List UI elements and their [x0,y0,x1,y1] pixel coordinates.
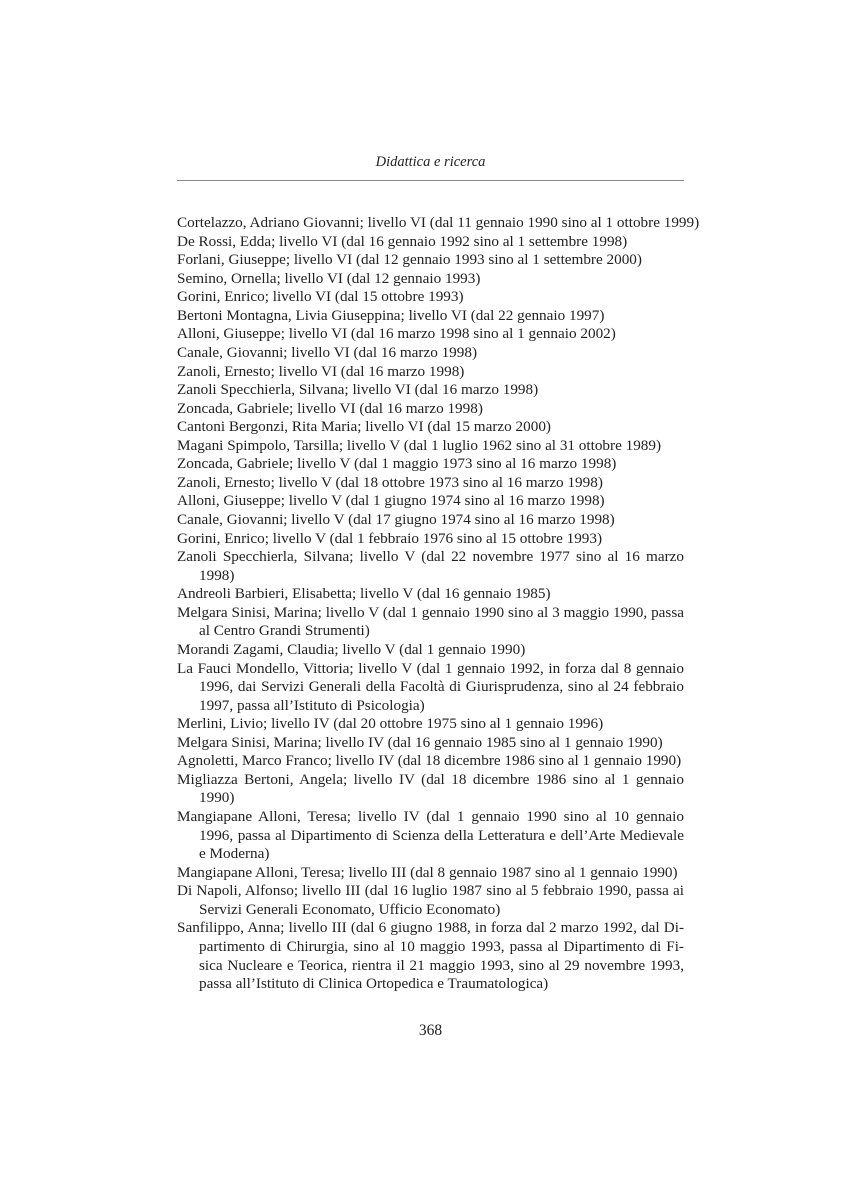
entry-line: Andreoli Barbieri, Elisabetta; livello V (dal 16 gennaio 1985) [177,585,551,603]
list-item [177,251,684,270]
entry-line: Migliazza Bertoni, Angela; livello IV (dal 18 dicembre 1986 sino al 1 gennaio [177,770,684,788]
entry-line: 1997, passa all’Istituto di Psicologia) [199,696,425,714]
entry-line: 1996, dai Servizi Generali della Facoltà di Giurisprudenza, sino al 24 febbraio [199,678,684,696]
list-item [177,363,684,382]
list-item [177,270,684,289]
list-item [177,585,684,604]
entry-line: Zanoli Specchierla, Silvana; livello V (dal 22 novembre 1977 sino al 16 marzo [177,548,684,566]
entry-line: Merlini, Livio; livello IV (dal 20 ottobre 1975 sino al 1 gennaio 1996) [177,715,604,733]
entry-line: Servizi Generali Economato, Ufficio Economato) [199,900,501,918]
entry-line: 1998) [199,566,235,584]
entry-line: Alloni, Giuseppe; livello V (dal 1 giugno 1974 sino al 16 marzo 1998) [177,492,605,510]
list-item [177,530,684,549]
list-item [177,882,684,919]
list-item [177,734,684,753]
list-item [177,548,684,585]
entry-line: Zanoli Specchierla, Silvana; livello VI (dal 16 marzo 1998) [177,381,539,399]
entry-line: Semino, Ornella; livello VI (dal 12 gennaio 1993) [177,269,481,287]
staff-list [177,214,700,994]
entry-line: Gorini, Enrico; livello VI (dal 15 ottobre 1993) [177,288,464,306]
entry-line: Cantoni Bergonzi, Rita Maria; livello VI (dal 15 marzo 2000) [177,418,551,436]
list-item [177,437,684,456]
entry-line: Sanfilippo, Anna; livello III (dal 6 giugno 1988, in forza dal 2 marzo 1992, dal Di- [177,919,684,937]
entry-line: La Fauci Mondello, Vittoria; livello V (dal 1 gennaio 1992, in forza dal 8 gennaio [177,659,684,677]
list-item [177,641,684,660]
list-item [177,660,684,716]
list-item [177,771,684,808]
entry-line: Canale, Giovanni; livello VI (dal 16 marzo 1998) [177,343,478,361]
page-number: 368 [418,1022,443,1039]
entry-line: Mangiapane Alloni, Teresa; livello IV (dal 1 gennaio 1990 sino al 10 gennaio [177,808,684,825]
list-item [177,492,684,511]
entry-line: Zoncada, Gabriele; livello VI (dal 16 marzo 1998) [177,399,483,417]
entry-line: Melgara Sinisi, Marina; livello V (dal 1 gennaio 1990 sino al 3 maggio 1990, passa [177,603,684,621]
entry-line: 1996, passa al Dipartimento di Scienza della Letteratura e dell’Arte Medievale [199,826,684,844]
entry-line: Zanoli, Ernesto; livello V (dal 18 ottobre 1973 sino al 16 marzo 1998) [177,473,603,491]
entry-line: e Moderna) [199,845,270,863]
list-item [177,511,684,530]
list-item [177,418,684,437]
entry-line: sica Nucleare e Teorica, rientra il 21 maggio 1993, sino al 29 novembre 1993, [199,956,684,974]
list-item [177,604,684,641]
entry-line: partimento di Chirurgia, sino al 10 maggio 1993, passa al Dipartimento di Fi- [199,937,684,955]
list-item [177,919,684,993]
entry-line: Mangiapane Alloni, Teresa; livello III (dal 8 gennaio 1987 sino al 1 gennaio 1990) [177,863,678,881]
running-header: Didattica e ricerca [375,154,486,170]
entry-line: Melgara Sinisi, Marina; livello IV (dal 16 gennaio 1985 sino al 1 gennaio 1990) [177,733,663,751]
list-item [177,214,700,233]
entry-line: Di Napoli, Alfonso; livello III (dal 16 luglio 1987 sino al 5 febbraio 1990, passa ai [177,882,684,900]
list-item [177,474,684,493]
entry-line: Zoncada, Gabriele; livello V (dal 1 maggio 1973 sino al 16 marzo 1998) [177,455,617,473]
entry-line: Forlani, Giuseppe; livello VI (dal 12 gennaio 1993 sino al 1 settembre 2000) [177,251,642,269]
list-item [177,715,684,734]
list-item [177,752,684,771]
entry-line: Bertoni Montagna, Livia Giuseppina; livello VI (dal 22 gennaio 1997) [177,306,605,324]
entry-line: Morandi Zagami, Claudia; livello V (dal 1 gennaio 1990) [177,640,526,658]
list-item [177,808,684,864]
list-item [177,307,684,326]
entry-line: Zanoli, Ernesto; livello VI (dal 16 marzo 1998) [177,362,465,380]
entry-line: De Rossi, Edda; livello VI (dal 16 gennaio 1992 sino al 1 settembre 1998) [177,232,628,250]
list-item [177,288,684,307]
entry-line: Canale, Giovanni; livello V (dal 17 giugno 1974 sino al 16 marzo 1998) [177,511,615,528]
entry-line: Gorini, Enrico; livello V (dal 1 febbraio 1976 sino al 15 ottobre 1993) [177,529,603,547]
entry-line: 1990) [199,789,235,807]
entry-line: al Centro Grandi Strumenti) [199,622,370,640]
entry-line: Agnoletti, Marco Franco; livello IV (dal 18 dicembre 1986 sino al 1 gennaio 1990) [177,752,682,770]
entry-line: Cortelazzo, Adriano Giovanni; livello VI (dal 11 gennaio 1990 sino al 1 ottobre 1999) [177,214,700,231]
header-rule [177,180,684,181]
list-item [177,455,684,474]
list-item [177,400,684,419]
entry-line: passa all’Istituto di Clinica Ortopedica e Traumatologica) [199,975,549,993]
list-item [177,233,684,252]
list-item [177,325,684,344]
list-item [177,381,684,400]
entry-line: Magani Spimpolo, Tarsilla; livello V (dal 1 luglio 1962 sino al 31 ottobre 1989) [177,436,662,454]
entry-line: Alloni, Giuseppe; livello VI (dal 16 marzo 1998 sino al 1 gennaio 2002) [177,325,616,343]
list-item [177,864,684,883]
list-item [177,344,684,363]
